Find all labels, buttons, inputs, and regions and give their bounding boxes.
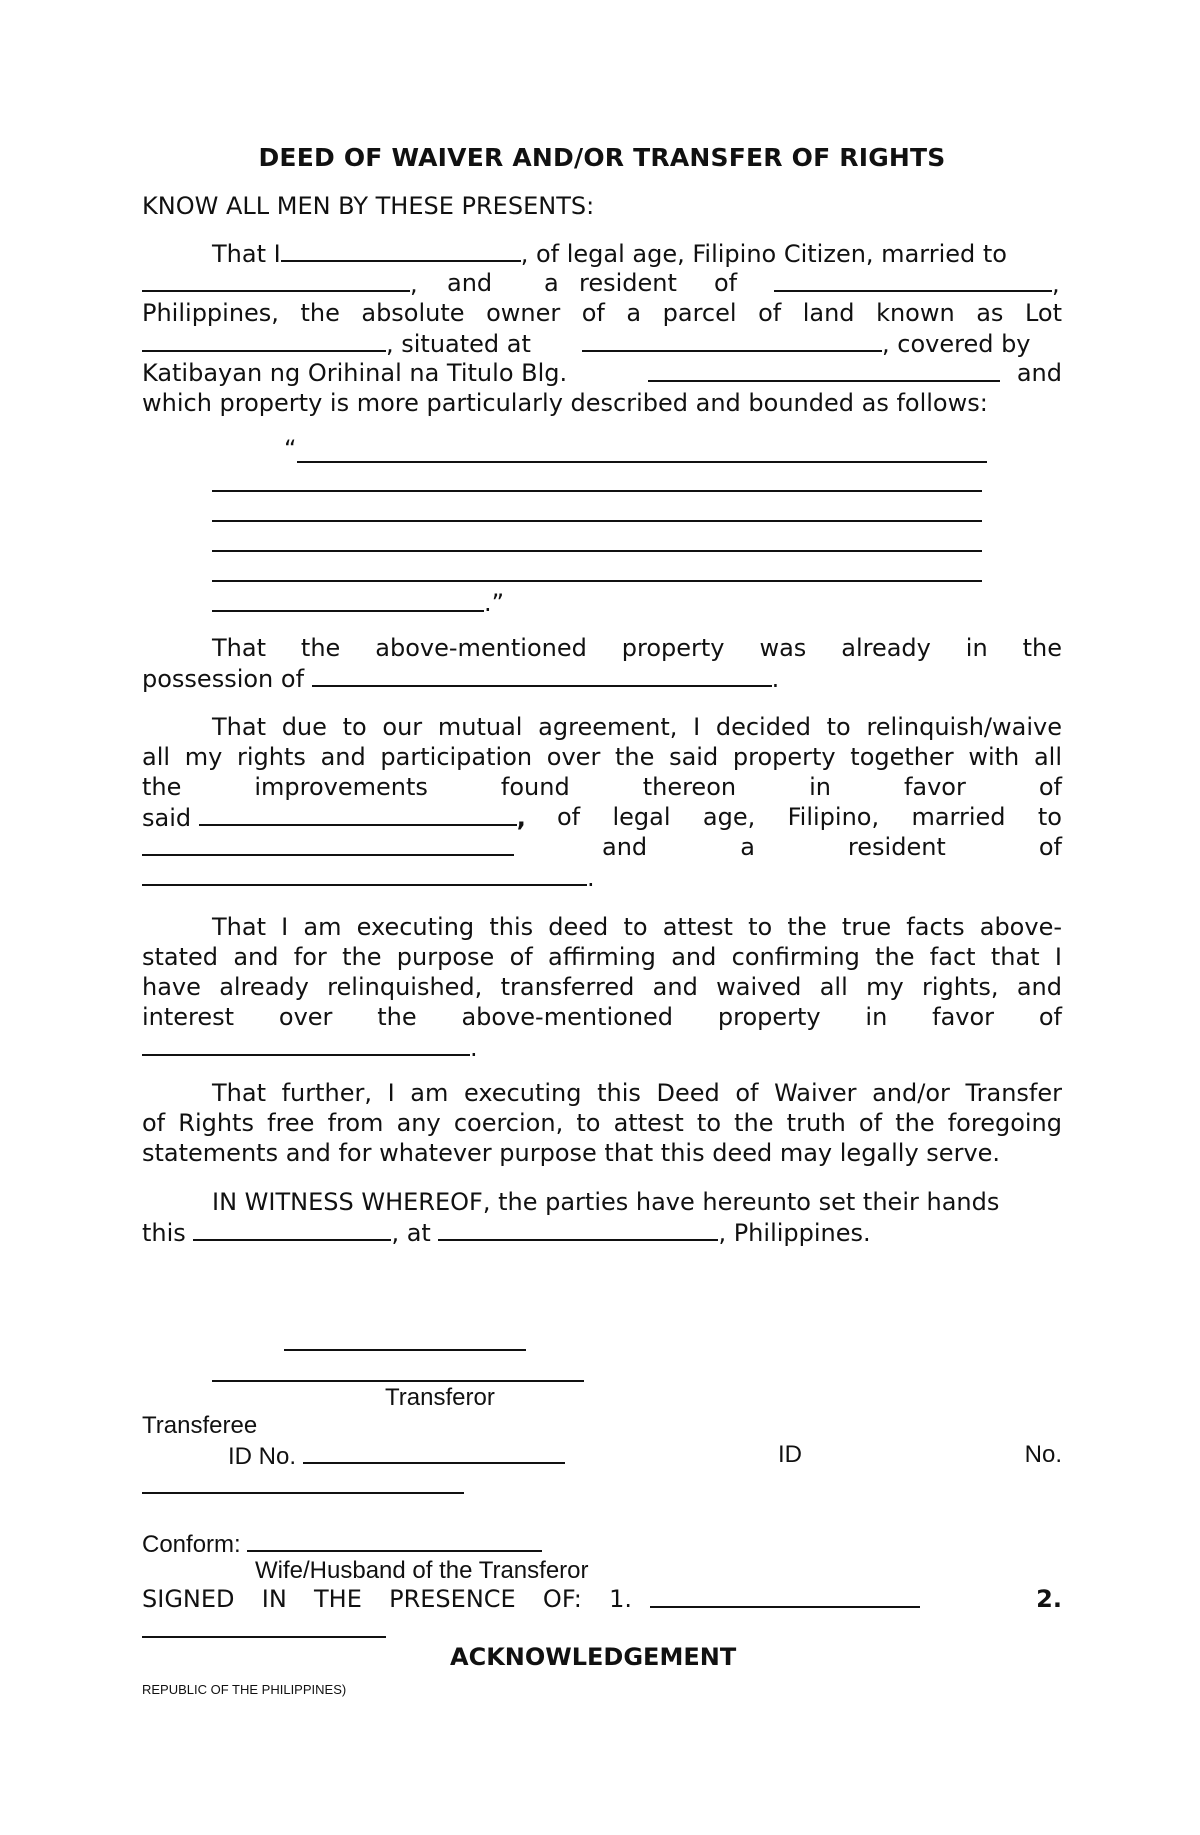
p3-line-1: That due to our mutual agreement, I decided to relinquish/waive [212, 713, 1062, 741]
description-line-6[interactable] [212, 610, 484, 612]
transferee-signature-line[interactable] [284, 1349, 526, 1351]
p5-line-1: That further, I am executing this Deed of Waiver and/or Transfer [212, 1079, 1062, 1107]
transferee-residence-blank[interactable] [142, 862, 587, 886]
p3-line-5: and a resident of [142, 832, 1062, 863]
p1-line-5: Katibayan ng Orihinal na Titulo Blg. and [142, 359, 1062, 387]
lot-number-blank[interactable] [142, 328, 386, 352]
transferor-name-blank[interactable] [281, 238, 521, 262]
place-blank[interactable] [438, 1217, 718, 1241]
p3-line-2: all my rights and participation over the said property together with all [142, 743, 1062, 771]
description-line-4[interactable] [212, 550, 982, 552]
transferor-id-blank[interactable] [303, 1440, 565, 1464]
p1-line-1: That I , of legal age, Filipino Citizen, married to [212, 240, 1007, 268]
quote-close-mark: .” [484, 589, 505, 617]
description-line-3[interactable] [212, 520, 982, 522]
p3-line-6: . [142, 862, 595, 893]
transferee-spouse-blank[interactable] [142, 832, 514, 856]
acknowledgement-title: ACKNOWLEDGEMENT [450, 1643, 737, 1671]
description-line-2[interactable] [212, 490, 982, 492]
witness-2-line[interactable] [142, 1636, 386, 1638]
p4-line-3: have already relinquished, transferred and waived all my rights, and [142, 973, 1062, 1001]
witness-1-blank[interactable] [650, 1584, 920, 1608]
p4-line-1: That I am executing this deed to attest to the true facts above- [212, 913, 1062, 941]
witness-line: SIGNED IN THE PRESENCE OF: 1. 2. [142, 1585, 1062, 1613]
transferor-signature-line[interactable] [212, 1380, 584, 1382]
p1-line-3: Philippines, the absolute owner of a parcel of land known as Lot [142, 299, 1062, 327]
quote-open-mark: “ [284, 435, 297, 463]
p5-line-2: of Rights free from any coercion, to attest to the truth of the foregoing [142, 1109, 1062, 1137]
spouse-label: Wife/Husband of the Transferor [255, 1557, 589, 1584]
spouse-name-blank[interactable] [142, 268, 410, 292]
description-line-5[interactable] [212, 580, 982, 582]
document-title: DEED OF WAIVER AND/OR TRANSFER OF RIGHTS [258, 143, 946, 172]
conform-line: Conform: [142, 1528, 542, 1560]
p6-line-2: this , at , Philippines. [142, 1219, 871, 1247]
title-number-blank[interactable] [648, 358, 1000, 382]
p1-line-2: , and a resident of , [142, 268, 1062, 299]
p6-line-1: IN WITNESS WHEREOF, the parties have hereunto set their hands [212, 1188, 1000, 1216]
p2-line-2: possession of . [142, 665, 780, 693]
p4-line-4: interest over the above-mentioned property in favor of [142, 1003, 1062, 1031]
possessor-name-blank[interactable] [312, 663, 772, 687]
transferee-label: Transferee [142, 1412, 258, 1439]
p5-line-3: statements and for whatever purpose that this deed may legally serve. [142, 1139, 1001, 1167]
p1-line-6: which property is more particularly described and bounded as follows: [142, 389, 988, 417]
p2-line-1: That the above-mentioned property was already in the [212, 634, 1062, 662]
date-blank[interactable] [193, 1217, 391, 1241]
p1-line-4: , situated at , covered by [142, 328, 1062, 359]
location-blank[interactable] [582, 328, 882, 352]
conform-signature-blank[interactable] [247, 1528, 542, 1552]
transferee-id-line[interactable] [142, 1492, 464, 1494]
p3-line-3: the improvements found thereon in favor of [142, 773, 1062, 801]
transferor-label: Transferor [385, 1384, 495, 1411]
p4-line-5: . [142, 1032, 478, 1063]
p3-line-4: said , of legal age, Filipino, married to [142, 803, 1062, 832]
residence-blank[interactable] [774, 268, 1052, 292]
intro-line: KNOW ALL MEN BY THESE PRESENTS: [142, 192, 595, 220]
acknowledgement-venue: REPUBLIC OF THE PHILIPPINES) [142, 1682, 347, 1697]
transferee-name-blank[interactable] [199, 802, 517, 826]
favor-of-blank[interactable] [142, 1032, 470, 1056]
description-line-1[interactable] [297, 461, 987, 463]
p4-line-2: stated and for the purpose of affirming and confirming the fact that I [142, 943, 1062, 971]
